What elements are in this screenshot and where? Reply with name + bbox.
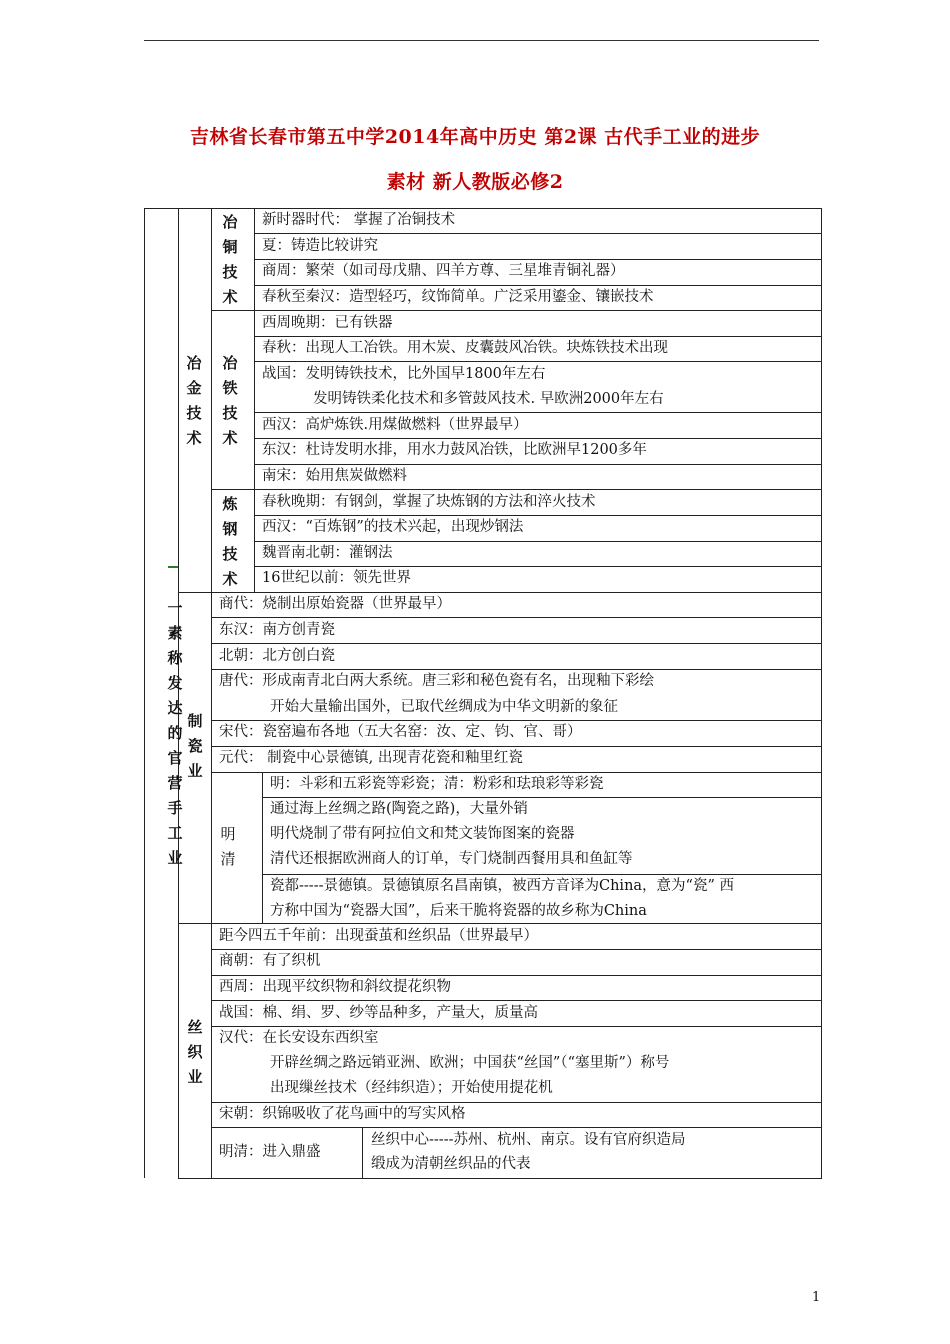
porcelain-row-6: 元代： 制瓷中心景德镇, 出现青花瓷和釉里红瓷 — [219, 750, 523, 766]
iron-row-1: 西周晚期：已有铁器 — [262, 315, 393, 331]
silk-row-5: 汉代：在长安设东西织室 — [219, 1030, 379, 1046]
mingqing-porcelain-row-5: 瓷都-----景德镇。景德镇原名昌南镇，被西方音译为China，意为“瓷” 西 — [270, 878, 734, 894]
copper-row-1: 新时器时代： 掌握了冶铜技术 — [262, 212, 456, 228]
iron-row-3: 战国：发明铸铁技术，比外国早1800年左右 — [262, 366, 546, 382]
silk-row-5b: 开辟丝绸之路远销亚洲、欧洲；中国获“丝国”（“塞里斯”）称号 — [270, 1055, 670, 1071]
document-title-line1: 吉林省长春市第五中学2014年高中历史 第2课 古代手工业的进步 — [189, 126, 761, 148]
mingqing-porcelain-row-4: 清代还根据欧洲商人的订单，专门烧制西餐用具和鱼缸等 — [270, 851, 633, 867]
outer-category-text: 一素称发达的官营手工业 — [167, 599, 183, 867]
mingqing-porcelain-row-1: 明：斗彩和五彩瓷等彩瓷；清：粉彩和珐琅彩等彩瓷 — [270, 776, 604, 792]
silk-category-label: 丝织业 — [187, 1018, 203, 1086]
steel-row-2: 西汉：“百炼钢”的技术兴起，出现炒钢法 — [262, 519, 524, 535]
metal-category-label: 冶金技术 — [186, 354, 202, 447]
copper-row-2: 夏：铸造比较讲究 — [262, 238, 378, 254]
porcelain-row-4b: 开始大量输出国外，已取代丝绸成为中华文明新的象征 — [270, 699, 618, 715]
silk-row-4: 战国：棉、绢、罗、纱等品种多，产量大，质量高 — [219, 1005, 538, 1021]
steel-row-3: 魏晋南北朝：灌钢法 — [262, 545, 393, 561]
porcelain-row-5: 宋代：瓷窑遍布各地（五大名窑：汝、定、钧、官、哥） — [219, 724, 582, 740]
silk-row-6: 宋朝：织锦吸收了花鸟画中的写实风格 — [219, 1106, 466, 1122]
iron-row-5: 东汉：杜诗发明水排，用水力鼓风冶铁，比欧洲早1200多年 — [262, 442, 647, 458]
silk-row-5c: 出现缫丝技术（经纬织造）；开始使用提花机 — [270, 1080, 553, 1096]
iron-label: 冶铁技术 — [222, 354, 238, 447]
copper-label: 冶铜技术 — [222, 213, 238, 306]
iron-row-3b: 发明铸铁柔化技术和多管鼓风技术. 早欧洲2000年左右 — [313, 391, 664, 407]
steel-label: 炼钢技术 — [222, 495, 238, 588]
silk-row-1: 距今四五千年前：出现蚕茧和丝织品（世界最早） — [219, 928, 538, 944]
iron-row-6: 南宋：始用焦炭做燃料 — [262, 468, 407, 484]
porcelain-mingqing-label: 明清 — [220, 825, 236, 868]
page-number: 1 — [812, 1290, 821, 1305]
silk-mingqing-label: 明清：进入鼎盛 — [219, 1144, 321, 1160]
copper-row-4: 春秋至秦汉：造型轻巧，纹饰简单。广泛采用鎏金、镶嵌技术 — [262, 289, 654, 305]
copper-row-3: 商周：繁荣（如司母戊鼎、四羊方尊、三星堆青铜礼器） — [262, 263, 625, 279]
porcelain-category-label: 制瓷业 — [187, 712, 203, 780]
silk-mingqing-row-1: 丝织中心-----苏州、杭州、南京。设有官府织造局 — [371, 1132, 686, 1148]
header-rule — [144, 40, 819, 41]
iron-row-4: 西汉：高炉炼铁.用煤做燃料（世界最早） — [262, 417, 528, 433]
silk-row-2: 商朝：有了织机 — [219, 953, 321, 969]
silk-row-3: 西周：出现平纹织物和斜纹提花织物 — [219, 979, 451, 995]
steel-row-4: 16世纪以前：领先世界 — [262, 570, 411, 586]
porcelain-row-4: 唐代：形成南青北白两大系统。唐三彩和秘色瓷有名，出现釉下彩绘 — [219, 673, 654, 689]
green-dash-mark — [168, 566, 178, 568]
iron-row-2: 春秋：出现人工冶铁。用木炭、皮囊鼓风冶铁。块炼铁技术出现 — [262, 340, 668, 356]
silk-mingqing-row-2: 缎成为清朝丝织品的代表 — [371, 1156, 531, 1172]
porcelain-row-3: 北朝：北方创白瓷 — [219, 648, 335, 664]
mingqing-porcelain-row-6: 方称中国为“瓷器大国”，后来干脆将瓷器的故乡称为China — [270, 903, 647, 919]
steel-row-1: 春秋晚期：有钢剑，掌握了块炼钢的方法和淬火技术 — [262, 494, 596, 510]
porcelain-row-1: 商代：烧制出原始瓷器（世界最早） — [219, 596, 451, 612]
porcelain-row-2: 东汉：南方创青瓷 — [219, 622, 335, 638]
mingqing-porcelain-row-2: 通过海上丝绸之路(陶瓷之路)，大量外销 — [270, 801, 528, 817]
document-title-line2: 素材 新人教版必修2 — [386, 171, 564, 193]
mingqing-porcelain-row-3: 明代烧制了带有阿拉伯文和梵文装饰图案的瓷器 — [270, 826, 575, 842]
